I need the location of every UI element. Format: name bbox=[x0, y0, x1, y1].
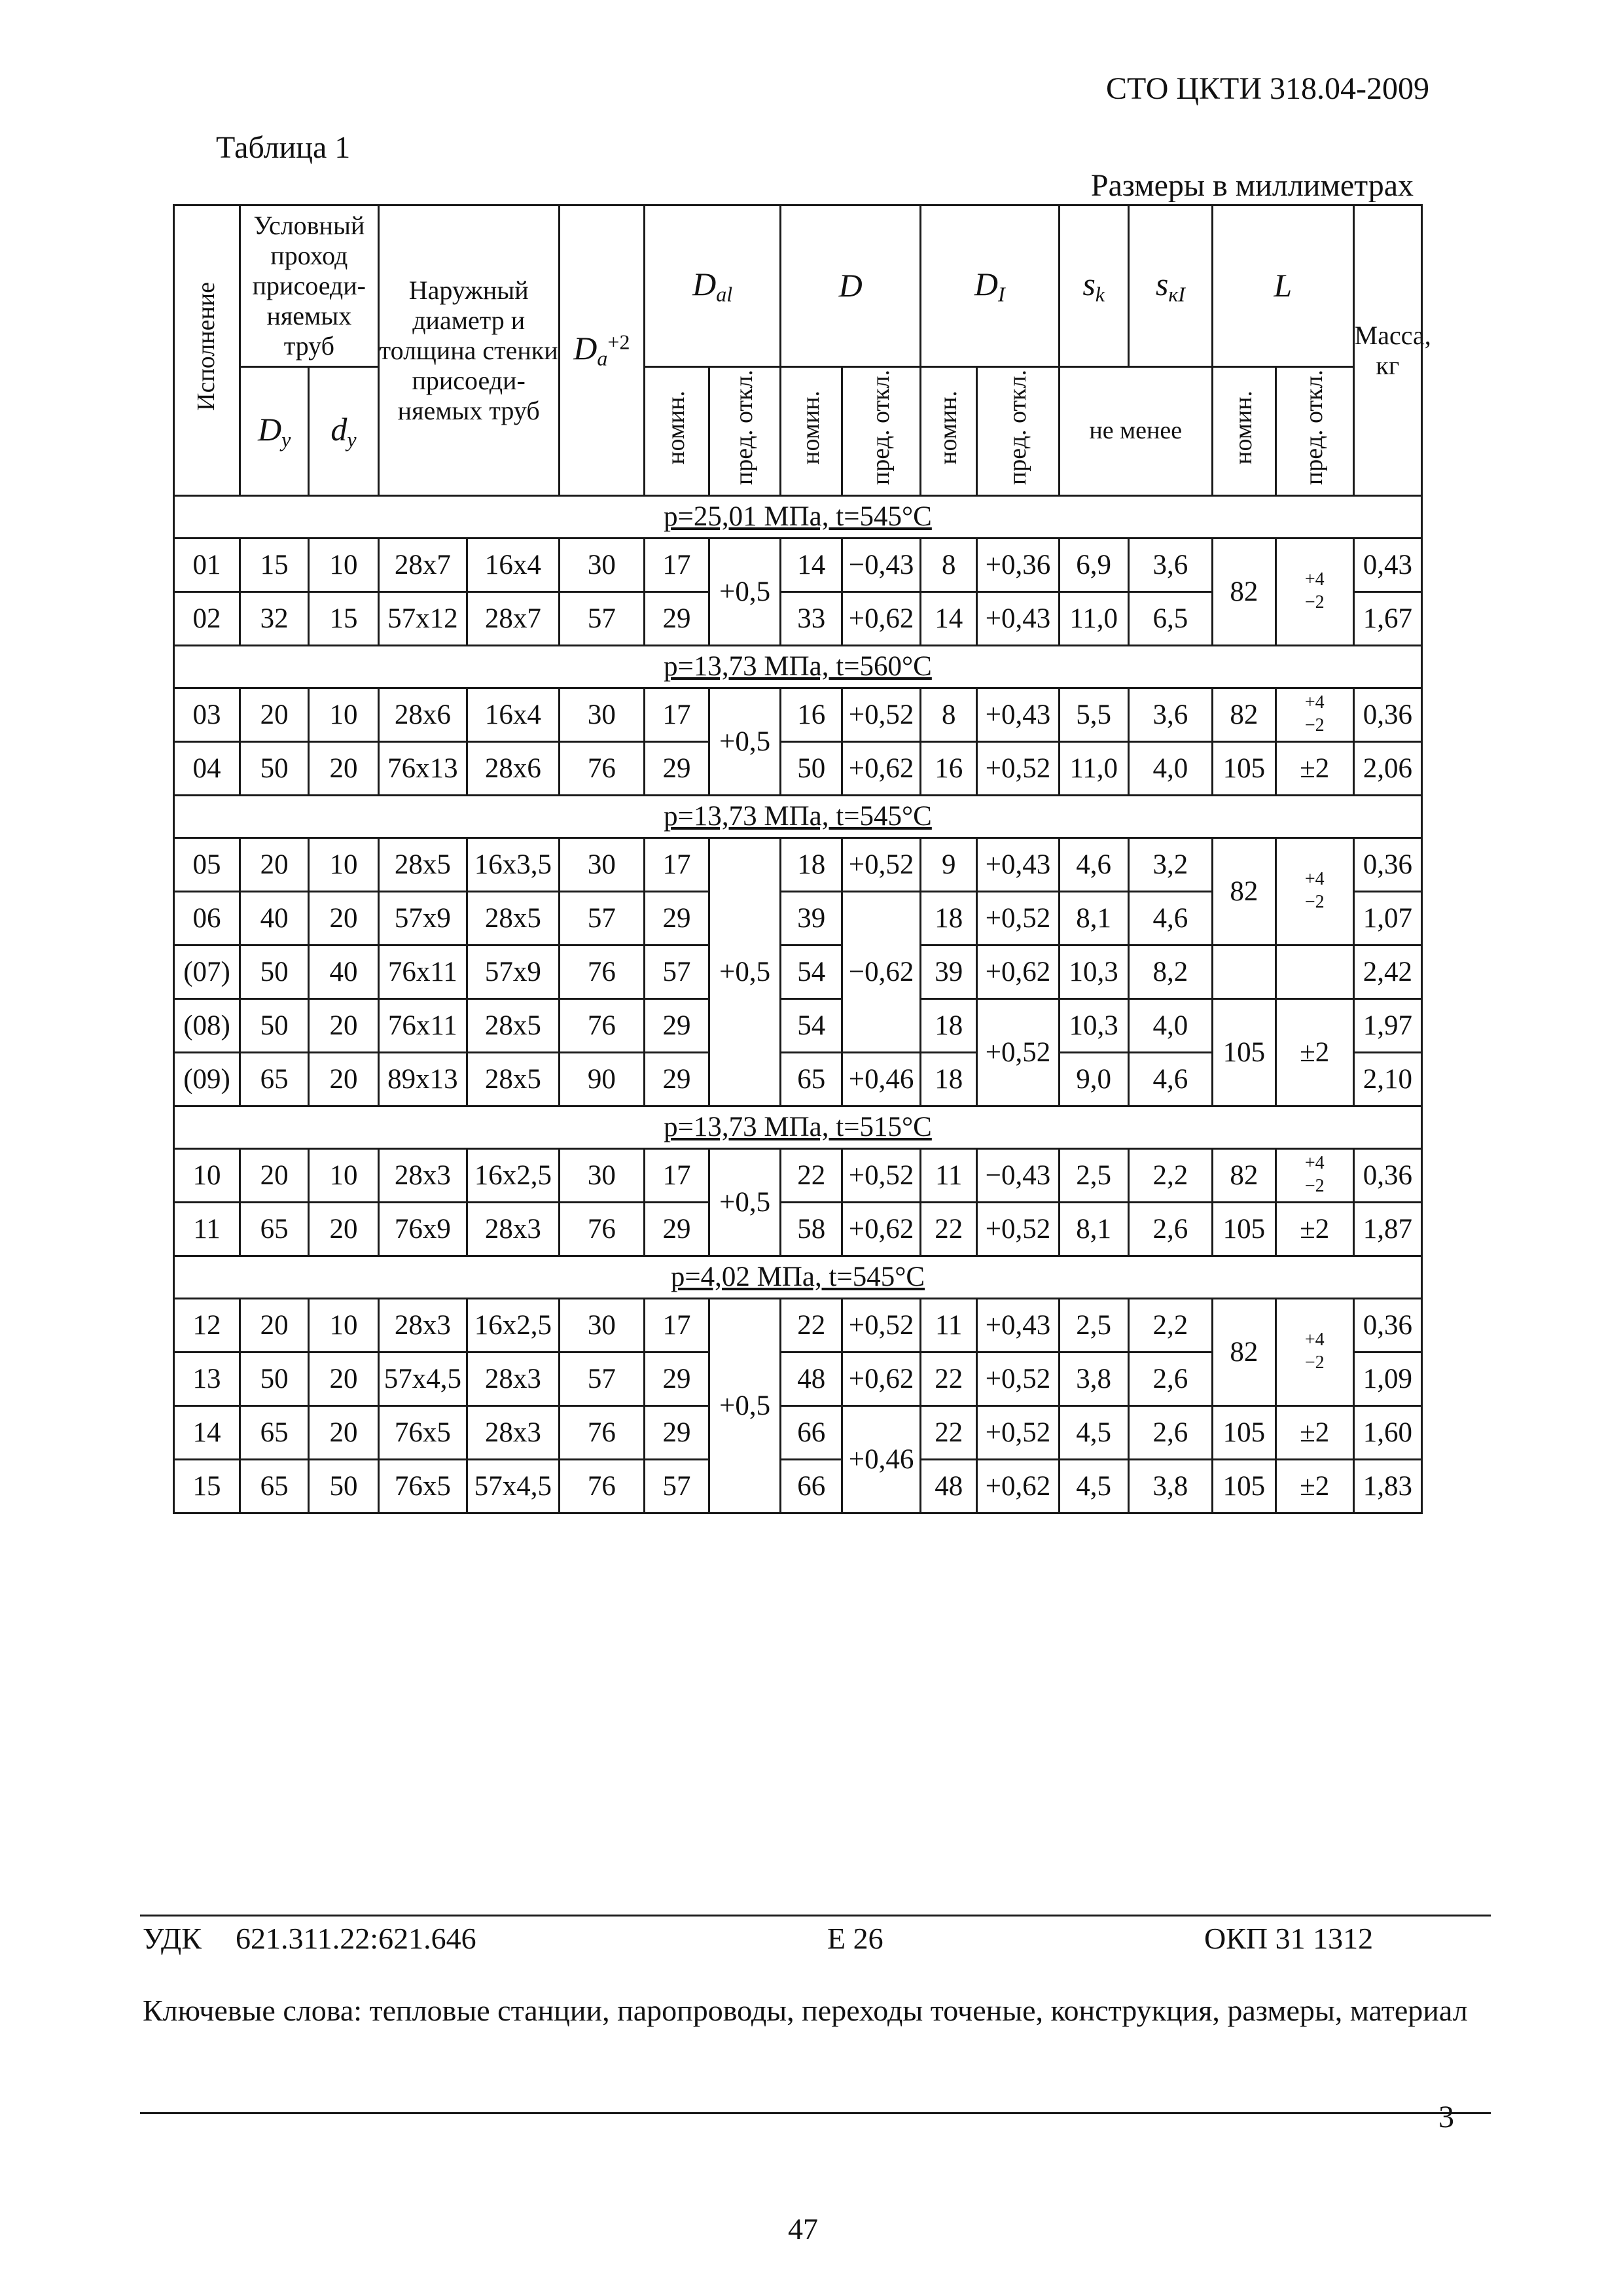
cell-d1-nom: 14 bbox=[921, 592, 977, 646]
cell-da: 30 bbox=[559, 1299, 644, 1352]
header-mass: Масса, кг bbox=[1353, 205, 1421, 496]
pressure-band: p=13,73 МПа, t=515°C bbox=[174, 1106, 1422, 1149]
cell-l-dev: +4 −2 bbox=[1275, 1299, 1353, 1406]
cell-mass: 1,87 bbox=[1353, 1203, 1421, 1256]
cell-outer-diam-1: 57x4,5 bbox=[378, 1352, 467, 1406]
cell-dy-small: 40 bbox=[309, 945, 378, 999]
cell-da1-nom: 17 bbox=[644, 1299, 709, 1352]
sheet-number: 47 bbox=[788, 2212, 818, 2246]
cell-d-dev: +0,52 bbox=[842, 1149, 921, 1203]
pressure-band-row bbox=[174, 496, 1422, 539]
cell-mass: 1,09 bbox=[1353, 1352, 1421, 1406]
cell-d-dev: −0,43 bbox=[842, 539, 921, 592]
cell-d1-dev: +0,52 bbox=[977, 1203, 1059, 1256]
cell-outer-diam-1: 89x13 bbox=[378, 1053, 467, 1106]
cell-l-nom: 105 bbox=[1212, 999, 1275, 1106]
table-row bbox=[174, 1460, 1422, 1513]
header-l: L bbox=[1212, 205, 1353, 367]
header-da1-nom: номин. bbox=[644, 367, 709, 496]
cell-d1-nom: 8 bbox=[921, 688, 977, 742]
cell-execution: 04 bbox=[174, 742, 240, 796]
cell-da1-nom: 29 bbox=[644, 1203, 709, 1256]
cell-da: 30 bbox=[559, 1149, 644, 1203]
cell-d1-dev: +0,43 bbox=[977, 688, 1059, 742]
cell-d1-nom: 22 bbox=[921, 1406, 977, 1460]
cell-execution: 13 bbox=[174, 1352, 240, 1406]
cell-dy-small: 10 bbox=[309, 688, 378, 742]
cell-d-nom: 39 bbox=[781, 892, 842, 945]
cell-d-nom: 58 bbox=[781, 1203, 842, 1256]
cell-outer-diam-2: 16x3,5 bbox=[467, 838, 560, 892]
cell-sk: 4,5 bbox=[1059, 1460, 1128, 1513]
cell-outer-diam-2: 16x2,5 bbox=[467, 1299, 560, 1352]
header-da: $D_a^{+2}$ bbox=[559, 205, 644, 496]
cell-d-nom: 14 bbox=[781, 539, 842, 592]
cell-sk: 2,5 bbox=[1059, 1149, 1128, 1203]
cell-da1-dev: +0,5 bbox=[709, 838, 780, 1106]
cell-execution: 02 bbox=[174, 592, 240, 646]
cell-sk: 5,5 bbox=[1059, 688, 1128, 742]
cell-mass: 2,06 bbox=[1353, 742, 1421, 796]
cell-d1-nom: 9 bbox=[921, 838, 977, 892]
cell-outer-diam-1: 76x5 bbox=[378, 1406, 467, 1460]
header-d-dev: пред. откл. bbox=[842, 367, 921, 496]
cell-execution: 11 bbox=[174, 1203, 240, 1256]
cell-da: 30 bbox=[559, 688, 644, 742]
cell-dy-big: 65 bbox=[240, 1053, 309, 1106]
cell-mass: 0,36 bbox=[1353, 688, 1421, 742]
cell-da1-nom: 29 bbox=[644, 999, 709, 1053]
cell-sk1: 3,8 bbox=[1128, 1460, 1212, 1513]
cell-da: 76 bbox=[559, 1203, 644, 1256]
cell-d-nom: 16 bbox=[781, 688, 842, 742]
cell-dy-small: 20 bbox=[309, 999, 378, 1053]
cell-da1-dev: +0,5 bbox=[709, 539, 780, 646]
table-row bbox=[174, 838, 1422, 892]
header-row-2 bbox=[174, 367, 1422, 496]
pressure-band-row bbox=[174, 646, 1422, 688]
cell-da1-nom: 57 bbox=[644, 945, 709, 999]
cell-outer-diam-1: 28x3 bbox=[378, 1299, 467, 1352]
cell-d-dev: +0,46 bbox=[842, 1406, 921, 1513]
cell-dy-big: 65 bbox=[240, 1406, 309, 1460]
cell-execution: (07) bbox=[174, 945, 240, 999]
header-nominal-bore: Условный проход присоеди-няемых труб bbox=[240, 205, 379, 367]
cell-d-dev: +0,52 bbox=[842, 1299, 921, 1352]
pressure-band-row bbox=[174, 1256, 1422, 1299]
cell-outer-diam-1: 76x5 bbox=[378, 1460, 467, 1513]
cell-dy-big: 20 bbox=[240, 838, 309, 892]
cell-sk: 4,6 bbox=[1059, 838, 1128, 892]
cell-sk: 10,3 bbox=[1059, 945, 1128, 999]
table-row bbox=[174, 1406, 1422, 1460]
okp-code: ОКП 31 1312 bbox=[1204, 1922, 1374, 1955]
cell-l-nom: 82 bbox=[1212, 838, 1275, 945]
cell-dy-big: 20 bbox=[240, 1299, 309, 1352]
cell-sk: 11,0 bbox=[1059, 742, 1128, 796]
cell-d1-nom: 11 bbox=[921, 1299, 977, 1352]
cell-d1-nom: 18 bbox=[921, 999, 977, 1053]
cell-d1-dev: +0,43 bbox=[977, 1299, 1059, 1352]
cell-outer-diam-2: 16x4 bbox=[467, 539, 560, 592]
cell-d1-dev: +0,43 bbox=[977, 838, 1059, 892]
cell-sk: 2,5 bbox=[1059, 1299, 1128, 1352]
cell-dy-big: 15 bbox=[240, 539, 309, 592]
cell-da1-dev: +0,5 bbox=[709, 688, 780, 796]
cell-da1-nom: 29 bbox=[644, 1053, 709, 1106]
cell-outer-diam-2: 28x5 bbox=[467, 1053, 560, 1106]
cell-dy-small: 20 bbox=[309, 1203, 378, 1256]
cell-d-dev: +0,62 bbox=[842, 742, 921, 796]
cell-sk1: 3,6 bbox=[1128, 688, 1212, 742]
cell-mass: 0,36 bbox=[1353, 1149, 1421, 1203]
cell-sk1: 6,5 bbox=[1128, 592, 1212, 646]
table-row bbox=[174, 945, 1422, 999]
cell-d1-dev: +0,52 bbox=[977, 892, 1059, 945]
cell-d1-nom: 11 bbox=[921, 1149, 977, 1203]
cell-d-dev: +0,62 bbox=[842, 592, 921, 646]
cell-execution: 10 bbox=[174, 1149, 240, 1203]
header-d1-dev: пред. откл. bbox=[977, 367, 1059, 496]
table-row bbox=[174, 688, 1422, 742]
cell-d1-dev: +0,52 bbox=[977, 1352, 1059, 1406]
cell-d-dev: +0,62 bbox=[842, 1352, 921, 1406]
cell-da: 57 bbox=[559, 592, 644, 646]
cell-outer-diam-1: 57x9 bbox=[378, 892, 467, 945]
cell-sk1: 3,2 bbox=[1128, 838, 1212, 892]
cell-da: 76 bbox=[559, 999, 644, 1053]
cell-dy-small: 10 bbox=[309, 539, 378, 592]
cell-sk1: 2,2 bbox=[1128, 1149, 1212, 1203]
cell-d1-dev: +0,62 bbox=[977, 1460, 1059, 1513]
udk-label: УДК bbox=[143, 1922, 202, 1955]
cell-da: 57 bbox=[559, 1352, 644, 1406]
cell-execution: (09) bbox=[174, 1053, 240, 1106]
cell-l-dev: ±2 bbox=[1275, 742, 1353, 796]
cell-outer-diam-2: 28x5 bbox=[467, 999, 560, 1053]
cell-sk1: 4,6 bbox=[1128, 892, 1212, 945]
cell-execution: 03 bbox=[174, 688, 240, 742]
cell-da: 30 bbox=[559, 539, 644, 592]
cell-outer-diam-1: 28x6 bbox=[378, 688, 467, 742]
cell-d-nom: 22 bbox=[781, 1149, 842, 1203]
cell-da1-nom: 29 bbox=[644, 592, 709, 646]
cell-l-dev: ±2 bbox=[1275, 999, 1353, 1106]
cell-d1-nom: 22 bbox=[921, 1203, 977, 1256]
cell-outer-diam-2: 16x2,5 bbox=[467, 1149, 560, 1203]
cell-d-dev: −0,62 bbox=[842, 892, 921, 1053]
cell-mass: 1,83 bbox=[1353, 1460, 1421, 1513]
cell-sk1: 3,6 bbox=[1128, 539, 1212, 592]
specification-table bbox=[173, 204, 1431, 1514]
cell-d-nom: 33 bbox=[781, 592, 842, 646]
cell-outer-diam-2: 28x3 bbox=[467, 1406, 560, 1460]
pressure-band: p=13,73 МПа, t=560°C bbox=[174, 646, 1422, 688]
header-sk1: $s_{кI}$ bbox=[1128, 205, 1212, 367]
cell-dy-big: 50 bbox=[240, 1352, 309, 1406]
cell-d1-nom: 8 bbox=[921, 539, 977, 592]
cell-sk1: 2,6 bbox=[1128, 1203, 1212, 1256]
cell-da1-nom: 17 bbox=[644, 688, 709, 742]
cell-d1-dev: +0,43 bbox=[977, 592, 1059, 646]
cell-d1-nom: 16 bbox=[921, 742, 977, 796]
cell-outer-diam-1: 76x11 bbox=[378, 945, 467, 999]
cell-dy-small: 10 bbox=[309, 1149, 378, 1203]
cell-mass: 2,10 bbox=[1353, 1053, 1421, 1106]
cell-sk: 9,0 bbox=[1059, 1053, 1128, 1106]
cell-da1-nom: 17 bbox=[644, 1149, 709, 1203]
cell-outer-diam-1: 76x9 bbox=[378, 1203, 467, 1256]
cell-dy-small: 20 bbox=[309, 892, 378, 945]
header-d1-nom: номин. bbox=[921, 367, 977, 496]
cell-sk: 4,5 bbox=[1059, 1406, 1128, 1460]
cell-mass: 2,42 bbox=[1353, 945, 1421, 999]
cell-outer-diam-2: 28x5 bbox=[467, 892, 560, 945]
cell-execution: 15 bbox=[174, 1460, 240, 1513]
cell-mass: 0,43 bbox=[1353, 539, 1421, 592]
cell-da: 76 bbox=[559, 945, 644, 999]
cell-l-dev: +4 −2 bbox=[1275, 688, 1353, 742]
header-min: не менее bbox=[1059, 367, 1212, 496]
cell-dy-small: 20 bbox=[309, 742, 378, 796]
cell-mass: 1,07 bbox=[1353, 892, 1421, 945]
cell-dy-small: 10 bbox=[309, 838, 378, 892]
header-dy-big: $D_y$ bbox=[240, 367, 309, 496]
header-da1-dev: пред. откл. bbox=[709, 367, 780, 496]
table-row bbox=[174, 1299, 1422, 1352]
cell-outer-diam-2: 57x4,5 bbox=[467, 1460, 560, 1513]
cell-da1-nom: 29 bbox=[644, 742, 709, 796]
cell-outer-diam-1: 76x11 bbox=[378, 999, 467, 1053]
cell-d1-nom: 48 bbox=[921, 1460, 977, 1513]
cell-l-nom: 105 bbox=[1212, 1203, 1275, 1256]
pressure-band-row bbox=[174, 796, 1422, 838]
cell-da1-nom: 29 bbox=[644, 1352, 709, 1406]
pressure-band: p=13,73 МПа, t=545°C bbox=[174, 796, 1422, 838]
cell-execution: 05 bbox=[174, 838, 240, 892]
cell-mass: 0,36 bbox=[1353, 838, 1421, 892]
page-number: 3 bbox=[1438, 2100, 1454, 2134]
cell-da1-nom: 29 bbox=[644, 1406, 709, 1460]
cell-da1-dev: +0,5 bbox=[709, 1299, 780, 1513]
cell-sk1: 4,6 bbox=[1128, 1053, 1212, 1106]
cell-outer-diam-1: 28x7 bbox=[378, 539, 467, 592]
cell-d-nom: 54 bbox=[781, 999, 842, 1053]
cell-sk1: 4,0 bbox=[1128, 999, 1212, 1053]
udk-code: 621.311.22:621.646 bbox=[236, 1922, 476, 1955]
cell-d-nom: 65 bbox=[781, 1053, 842, 1106]
cell-l-dev: +4 −2 bbox=[1275, 539, 1353, 646]
cell-d-nom: 22 bbox=[781, 1299, 842, 1352]
cell-d-dev: +0,46 bbox=[842, 1053, 921, 1106]
cell-execution: 01 bbox=[174, 539, 240, 592]
cell-l-nom: 105 bbox=[1212, 1406, 1275, 1460]
cell-outer-diam-2: 28x7 bbox=[467, 592, 560, 646]
header-l-dev: пред. откл. bbox=[1275, 367, 1353, 496]
cell-da: 57 bbox=[559, 892, 644, 945]
cell-sk1: 2,6 bbox=[1128, 1352, 1212, 1406]
cell-dy-small: 20 bbox=[309, 1352, 378, 1406]
cell-outer-diam-1: 28x3 bbox=[378, 1149, 467, 1203]
cell-dy-big: 40 bbox=[240, 892, 309, 945]
header-outer-diameter: Наружный диаметр и толщина стенки присоеди-няемых труб bbox=[378, 205, 559, 496]
cell-d1-nom: 18 bbox=[921, 892, 977, 945]
header-row-1 bbox=[174, 205, 1422, 367]
header-sk: $s_k$ bbox=[1059, 205, 1128, 367]
cell-d1-dev: +0,62 bbox=[977, 945, 1059, 999]
cell-l-nom bbox=[1212, 945, 1275, 999]
table-row bbox=[174, 999, 1422, 1053]
table-row bbox=[174, 539, 1422, 592]
cell-d-nom: 54 bbox=[781, 945, 842, 999]
cell-sk1: 2,2 bbox=[1128, 1299, 1212, 1352]
table-caption: Таблица 1 bbox=[216, 130, 351, 165]
cell-da: 76 bbox=[559, 1406, 644, 1460]
cell-d-dev: +0,52 bbox=[842, 688, 921, 742]
cell-execution: 06 bbox=[174, 892, 240, 945]
cell-outer-diam-2: 28x6 bbox=[467, 742, 560, 796]
cell-outer-diam-2: 28x3 bbox=[467, 1352, 560, 1406]
header-l-nom: номин. bbox=[1212, 367, 1275, 496]
cell-d-dev: +0,52 bbox=[842, 838, 921, 892]
cell-sk: 8,1 bbox=[1059, 1203, 1128, 1256]
header-da1: $D_{al}$ bbox=[644, 205, 780, 367]
cell-sk1: 8,2 bbox=[1128, 945, 1212, 999]
cell-d-nom: 48 bbox=[781, 1352, 842, 1406]
cell-outer-diam-2: 57x9 bbox=[467, 945, 560, 999]
table-row bbox=[174, 742, 1422, 796]
cell-da1-nom: 17 bbox=[644, 838, 709, 892]
cell-mass: 1,60 bbox=[1353, 1406, 1421, 1460]
cell-l-nom: 105 bbox=[1212, 1460, 1275, 1513]
cell-outer-diam-1: 57x12 bbox=[378, 592, 467, 646]
cell-l-dev: +4 −2 bbox=[1275, 1149, 1353, 1203]
cell-d1-dev: −0,43 bbox=[977, 1149, 1059, 1203]
cell-d1-dev: +0,52 bbox=[977, 999, 1059, 1106]
cell-mass: 0,36 bbox=[1353, 1299, 1421, 1352]
cell-dy-big: 50 bbox=[240, 945, 309, 999]
cell-da: 30 bbox=[559, 838, 644, 892]
cell-d-nom: 50 bbox=[781, 742, 842, 796]
cell-sk: 8,1 bbox=[1059, 892, 1128, 945]
cell-l-nom: 82 bbox=[1212, 1299, 1275, 1406]
table-row bbox=[174, 1203, 1422, 1256]
standard-code: СТО ЦКТИ 318.04-2009 bbox=[1106, 71, 1430, 106]
cell-l-nom: 105 bbox=[1212, 742, 1275, 796]
cell-da1-dev: +0,5 bbox=[709, 1149, 780, 1256]
cell-execution: 14 bbox=[174, 1406, 240, 1460]
cell-dy-small: 15 bbox=[309, 592, 378, 646]
cell-da: 76 bbox=[559, 1460, 644, 1513]
cell-d1-dev: +0,52 bbox=[977, 1406, 1059, 1460]
footer-top-rule bbox=[140, 1915, 1491, 1916]
cell-dy-small: 20 bbox=[309, 1406, 378, 1460]
cell-dy-big: 20 bbox=[240, 1149, 309, 1203]
cell-dy-small: 20 bbox=[309, 1053, 378, 1106]
cell-mass: 1,97 bbox=[1353, 999, 1421, 1053]
header-d1: $D_I$ bbox=[921, 205, 1060, 367]
cell-dy-big: 32 bbox=[240, 592, 309, 646]
header-execution: Исполнение bbox=[174, 205, 240, 496]
cell-sk: 10,3 bbox=[1059, 999, 1128, 1053]
cell-d-nom: 66 bbox=[781, 1406, 842, 1460]
cell-dy-small: 50 bbox=[309, 1460, 378, 1513]
cell-sk: 11,0 bbox=[1059, 592, 1128, 646]
cell-l-nom: 82 bbox=[1212, 539, 1275, 646]
cell-l-nom: 82 bbox=[1212, 1149, 1275, 1203]
footer-bottom-rule bbox=[140, 2112, 1491, 2114]
units-note: Размеры в миллиметрах bbox=[1090, 168, 1414, 203]
cell-l-dev: ±2 bbox=[1275, 1460, 1353, 1513]
cell-d-nom: 18 bbox=[781, 838, 842, 892]
cell-d1-nom: 18 bbox=[921, 1053, 977, 1106]
cell-l-nom: 82 bbox=[1212, 688, 1275, 742]
cell-l-dev: ±2 bbox=[1275, 1203, 1353, 1256]
table-row bbox=[174, 1149, 1422, 1203]
cell-dy-big: 65 bbox=[240, 1203, 309, 1256]
cell-dy-big: 50 bbox=[240, 999, 309, 1053]
cell-d1-nom: 22 bbox=[921, 1352, 977, 1406]
cell-sk1: 2,6 bbox=[1128, 1406, 1212, 1460]
cell-dy-big: 65 bbox=[240, 1460, 309, 1513]
cell-da1-nom: 57 bbox=[644, 1460, 709, 1513]
cell-da: 90 bbox=[559, 1053, 644, 1106]
cell-d1-dev: +0,36 bbox=[977, 539, 1059, 592]
cell-d1-nom: 39 bbox=[921, 945, 977, 999]
cell-dy-small: 10 bbox=[309, 1299, 378, 1352]
cell-execution: (08) bbox=[174, 999, 240, 1053]
cell-da1-nom: 29 bbox=[644, 892, 709, 945]
cell-d1-dev: +0,52 bbox=[977, 742, 1059, 796]
cell-outer-diam-2: 28x3 bbox=[467, 1203, 560, 1256]
cell-l-dev: ±2 bbox=[1275, 1406, 1353, 1460]
cell-d-dev: +0,62 bbox=[842, 1203, 921, 1256]
cell-execution: 12 bbox=[174, 1299, 240, 1352]
pressure-band-row bbox=[174, 1106, 1422, 1149]
cell-dy-big: 50 bbox=[240, 742, 309, 796]
header-d: D bbox=[781, 205, 921, 367]
cell-sk: 3,8 bbox=[1059, 1352, 1128, 1406]
cell-sk: 6,9 bbox=[1059, 539, 1128, 592]
cell-mass: 1,67 bbox=[1353, 592, 1421, 646]
keywords: Ключевые слова: тепловые станции, паропроводы, переходы точеные, конструкция, размеры, материал bbox=[143, 1994, 1468, 2027]
cell-l-dev bbox=[1275, 945, 1353, 999]
cell-da1-nom: 17 bbox=[644, 539, 709, 592]
header-d-nom: номин. bbox=[781, 367, 842, 496]
cell-sk1: 4,0 bbox=[1128, 742, 1212, 796]
header-dy-small: $d_y$ bbox=[309, 367, 378, 496]
pressure-band: p=4,02 МПа, t=545°C bbox=[174, 1256, 1422, 1299]
cell-outer-diam-2: 16x4 bbox=[467, 688, 560, 742]
cell-dy-big: 20 bbox=[240, 688, 309, 742]
pressure-band: p=25,01 МПа, t=545°C bbox=[174, 496, 1422, 539]
cell-da: 76 bbox=[559, 742, 644, 796]
cell-l-dev: +4 −2 bbox=[1275, 838, 1353, 945]
classification-code: Е 26 bbox=[827, 1922, 883, 1955]
cell-outer-diam-1: 28x5 bbox=[378, 838, 467, 892]
cell-outer-diam-1: 76x13 bbox=[378, 742, 467, 796]
cell-d-nom: 66 bbox=[781, 1460, 842, 1513]
